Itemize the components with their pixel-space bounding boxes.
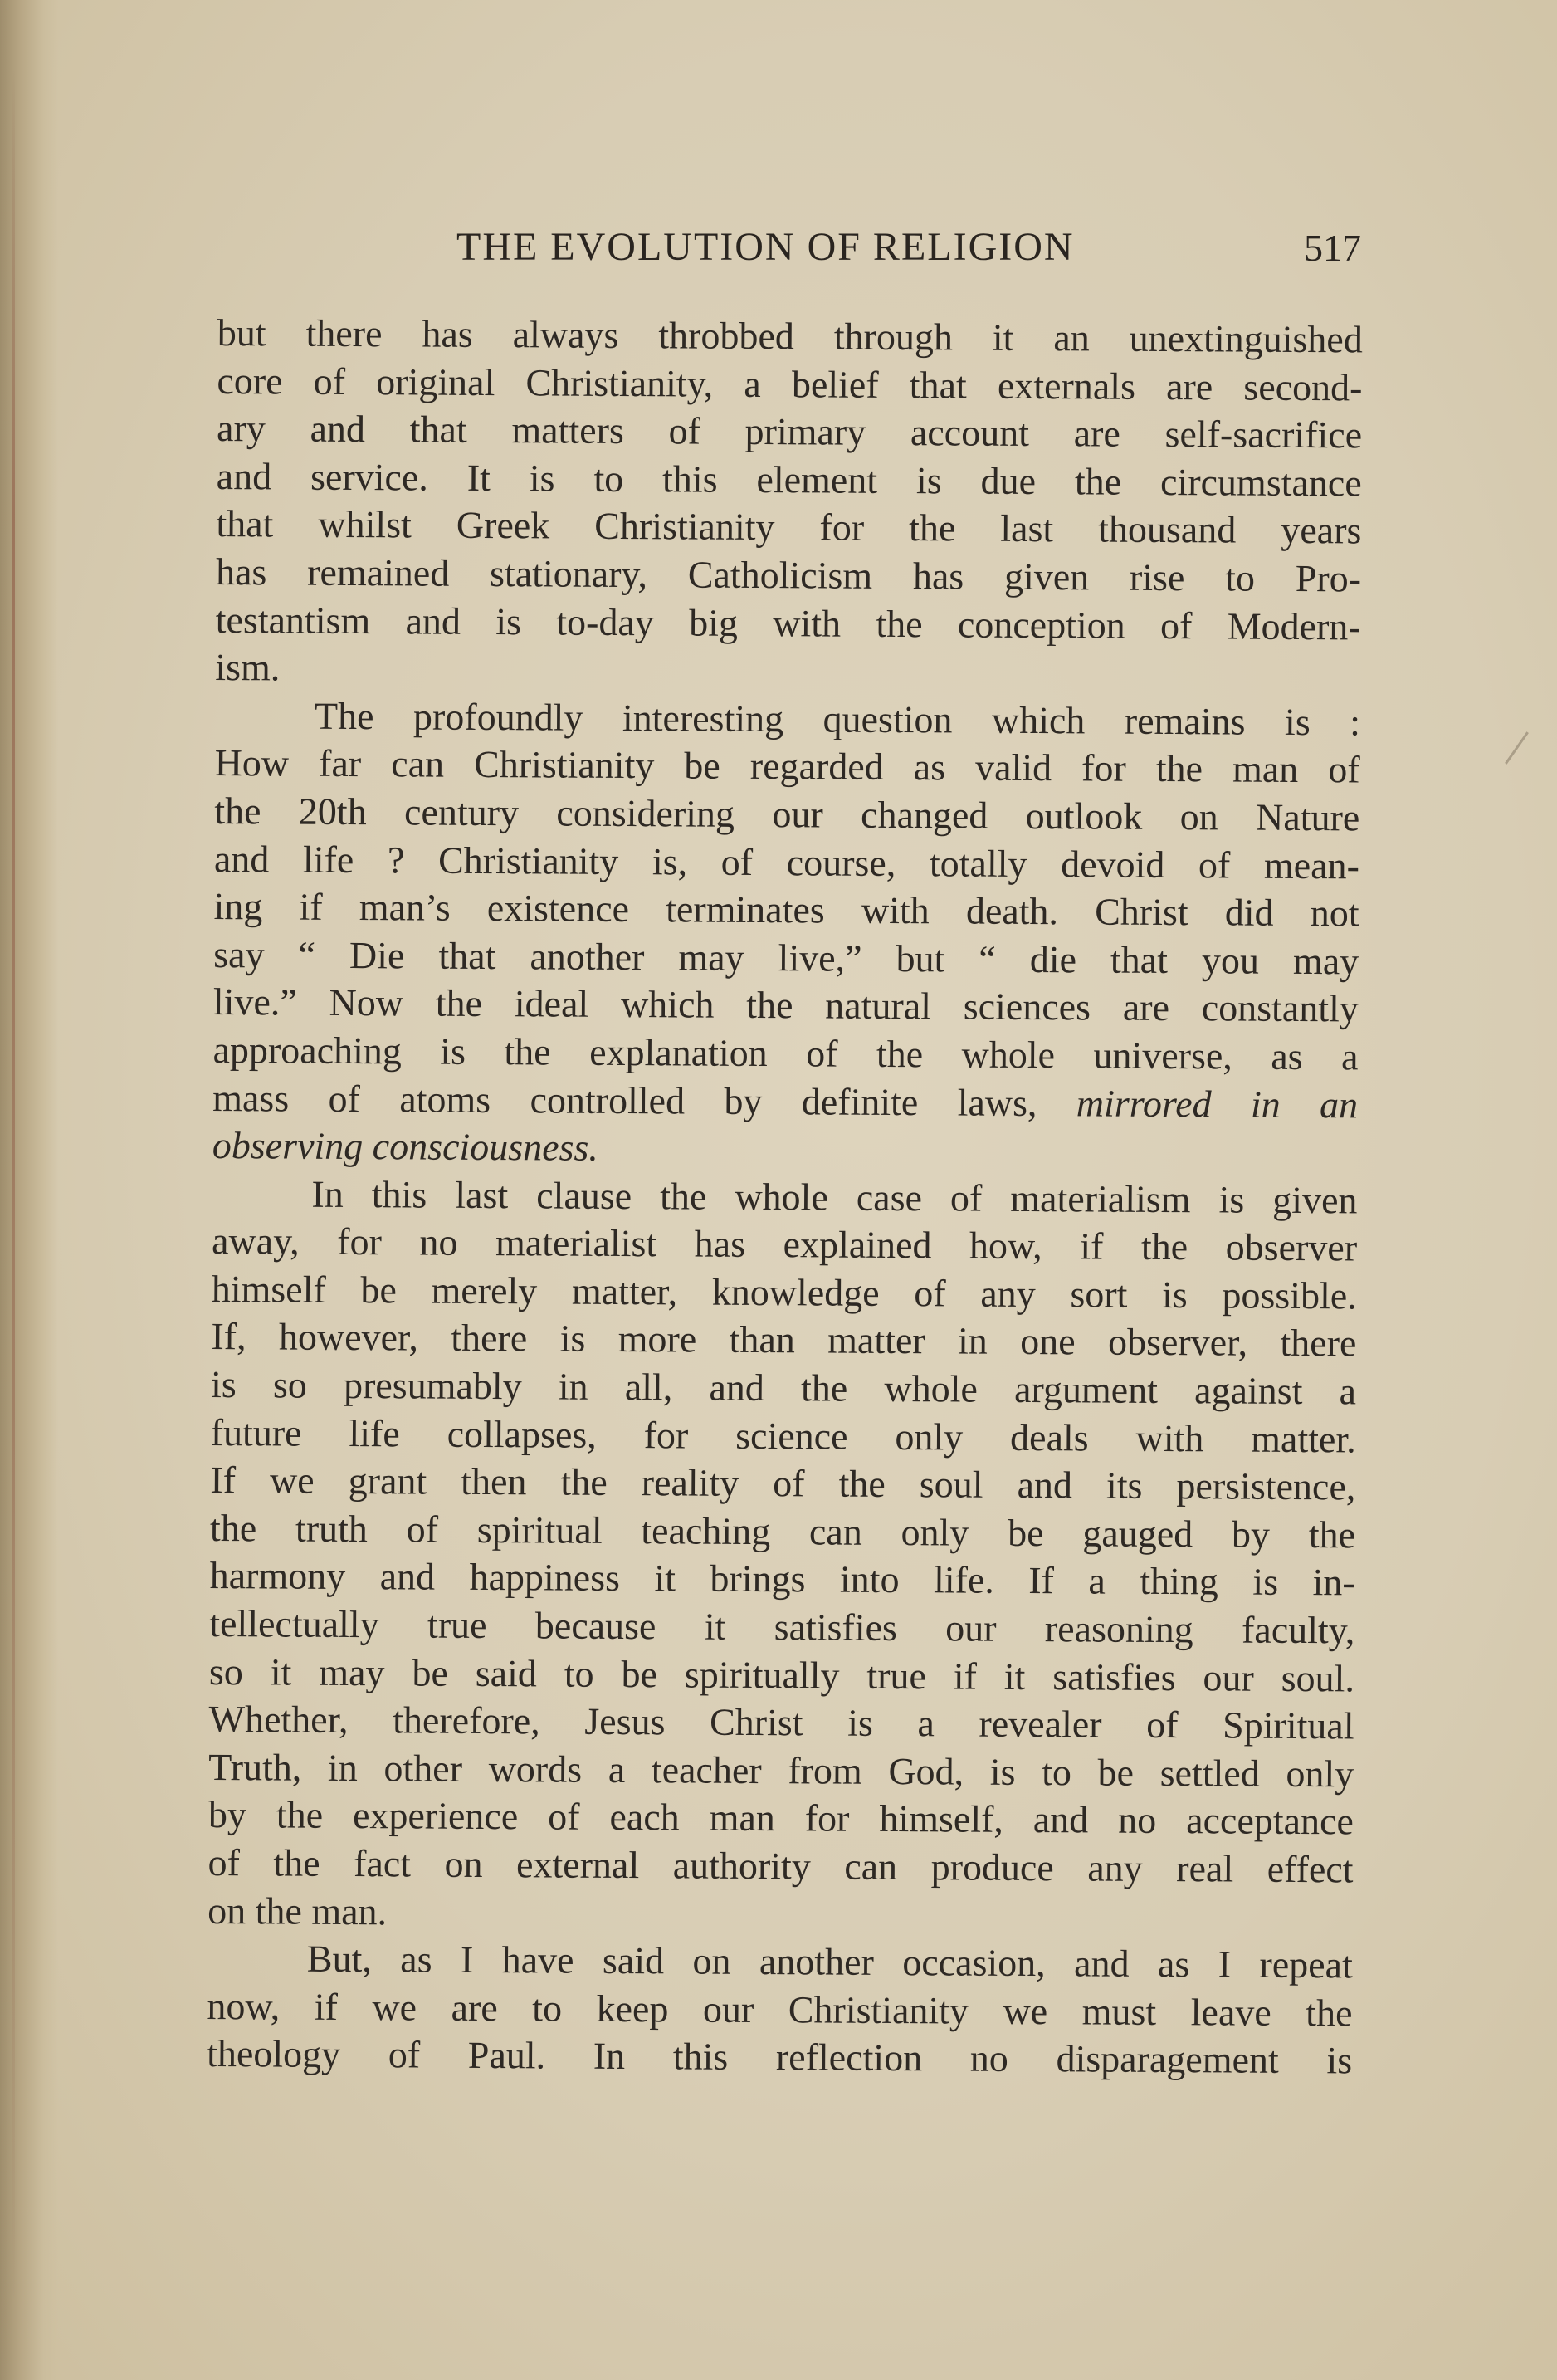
text-line: now, if we are to keep our Christianity we must leave the — [207, 1984, 1353, 2035]
text-line: by the experience of each man for himself, and no acceptance — [207, 1793, 1354, 1843]
text-line: himself be merely matter, knowledge of any sort is possible. — [211, 1267, 1357, 1317]
binding-edge — [12, 66, 15, 2308]
text-line: theology of Paul. In this reflection no disparagement is — [207, 2032, 1353, 2082]
text-line: is so presumably in all, and the whole argument against a — [210, 1363, 1357, 1413]
text-line: ism. — [215, 646, 281, 689]
text-line: ary and that matters of primary account are self-sacrifice — [216, 407, 1363, 457]
text-italic: observing consciousness. — [212, 1124, 599, 1169]
text-line: tellectually true because it satisfies our reasoning faculty, — [209, 1602, 1355, 1652]
text-line: has remained stationary, Catholicism has given rise to Pro- — [215, 550, 1362, 600]
page-number: 517 — [1304, 227, 1361, 269]
text-line: on the man. — [207, 1889, 388, 1933]
text-line: ing if man’s existence terminates with death. Christ did not — [213, 885, 1359, 935]
text-line: future life collapses, for science only deals with matter. — [210, 1410, 1356, 1461]
text-line: If we grant then the reality of the soul and its persistence, — [210, 1459, 1356, 1508]
text-line: so it may be said to be spiritually true if it satisfies our soul. — [208, 1649, 1355, 1700]
text-line: the truth of spiritual teaching can only be gauged by the — [209, 1506, 1356, 1557]
text-italic: mirrored in an — [1076, 1081, 1359, 1126]
text-line: approaching is the explanation of the whole universe, as a — [212, 1028, 1359, 1078]
paragraph-4 — [207, 1934, 1353, 2084]
text-line: of the fact on external authority can produce any real effect — [207, 1840, 1354, 1891]
text-line — [212, 1122, 1358, 1176]
pencil-mark — [1505, 731, 1529, 764]
body-text — [207, 309, 1363, 2084]
text-line: say “ Die that another may live,” but “ die that you may — [213, 932, 1359, 983]
text-line: Whether, therefore, Jesus Christ is a revealer of Spiritual — [208, 1698, 1354, 1747]
text-line: away, for no materialist has explained how, if the observer — [211, 1219, 1358, 1269]
page-header — [216, 224, 1361, 282]
text-line: But, as I have said on another occasion, and as I repeat — [306, 1937, 1353, 1987]
paragraph-2 — [212, 692, 1360, 1176]
text-line: testantism and is to-day big with the conception of Modern- — [215, 598, 1361, 648]
running-head: THE EVOLUTION OF RELIGION — [456, 225, 1075, 269]
text-line: the 20th century considering our changed outlook on Nature — [214, 789, 1360, 839]
text-line — [212, 1073, 1358, 1128]
page-gutter-shadow — [0, 0, 58, 2380]
paragraph-1 — [215, 309, 1363, 698]
text-line: but there has always throbbed through it an unextinguished — [217, 310, 1363, 361]
text-line: Truth, in other words a teacher from God, is to be settled only — [208, 1745, 1354, 1796]
text-line: that whilst Greek Christianity for the last thousand years — [216, 502, 1362, 552]
text-line: In this last clause the whole case of materialism is given — [311, 1172, 1358, 1222]
text-line: If, however, there is more than matter in one observer, there — [211, 1315, 1357, 1365]
text-line: The profoundly interesting question which remains is : — [314, 694, 1361, 744]
text-plain: mass of atoms controlled by definite laws, — [212, 1076, 1077, 1124]
text-line: core of original Christianity, a belief that externals are second- — [217, 359, 1363, 409]
text-line: harmony and happiness it brings into life. If a thing is in- — [209, 1554, 1355, 1604]
text-line: How far can Christianity be regarded as valid for the man of — [214, 741, 1360, 791]
paragraph-3 — [207, 1170, 1358, 1942]
text-line: live.” Now the ideal which the natural sciences are constantly — [212, 980, 1359, 1030]
text-line: and life ? Christianity is, of course, totally devoid of mean- — [213, 837, 1360, 887]
text-line: and service. It is to this element is due the circumstance — [216, 454, 1362, 505]
